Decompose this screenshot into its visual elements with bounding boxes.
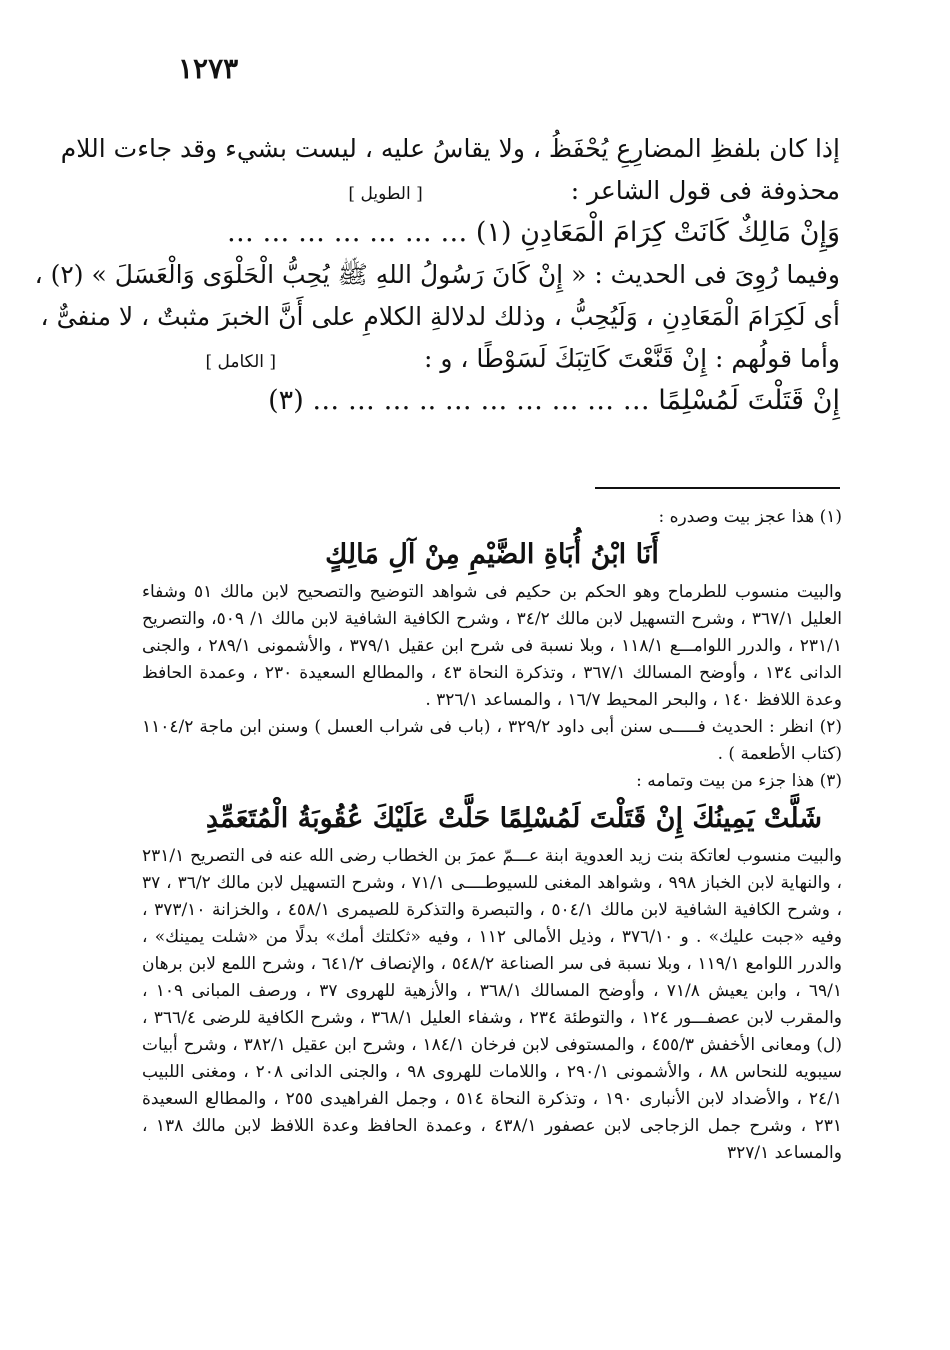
text-line-5-content: وأما قولُهم : إِنْ قَنَّعْتَ كَاتِبَكَ لَسَوْطًا ، و :	[423, 344, 840, 373]
text-line-3: وفيما رُوِىَ فى الحديث : « إِنْ كَانَ رَسُولُ اللهِ ﷺ يُحِبُّ الْحَلْوَى وَالْعَسَلَ » (٢) ،	[34, 260, 840, 289]
footnote-3-verse: شَلَّتْ يَمِينُكَ إِنْ قَتَلْتَ لَمُسْلِمًا حَلَّتْ عَلَيْكَ عُقُوبَةُ الْمُتَعَمِّدِ	[205, 803, 822, 834]
main-text	[34, 128, 840, 422]
footnote-3-body: والبيت منسوب لعاتكة بنت زيد العدوية ابنة عـــمّ عمرَ بن الخطاب رضى الله عنه فى التصريح ٢٣١/١ ، والنهاية لابن الخباز ٩٩٨ ، وشواهد المغنى للسيوطــــى ٧١/١ ، وشرح التسهيل لابن مالك ٣٦/٢ ، ٣٧ ، وشرح الكافية الشافية لابن مالك ٥٠٤/١ ، والتبصرة والتذكرة للصيمرى ٤٥٨/١ ، والخزانة ٣٧٣/١٠ ، وفيه «جبت عليك» . و ٣٧٦/١٠ ، وذيل الأمالى ١١٢ ، وفيه «ثكلتك أمك» بدلًا من «شلت يمينك» ، والدرر اللوامع ١١٩/١ ، وبلا نسبة فى سر الصناعة ٥٤٨/٢ ، والإنصاف ٦٤١/٢ ، وشرح اللمع لابن برهان ٦٩/١ ، وابن يعيش ٧١/٨ ، وأوضح المسالك ٣٦٨/١ ، والأزهية للهروى ٣٧ ، ورصف المبانى ١٠٩ ، والمقرب لابن عصفـــور ١٢٤ ، والتوطئة ٢٣٤ ، وشفاء العليل ٣٦٨/١ ، وشرح الكافية للرضى ٣٦٦/٤ ، (ل) ومعانى الأخفش ٤٥٥/٣ ، والمستوفى لابن فرخان ١٨٤/١ ، وشرح ابن عقيل ٣٨٢/١ ، وشرح أبيات سيبويه للنحاس ٨٨ ، والأشمونى ٢٩٠/١ ، واللامات للهروى ٩٨ ، والجنى الدانى ٢٠٨ ، ومغنى اللبيب ٢٤/١ ، والأضداد لابن الأنبارى ١٩٠ ، وتذكرة النحاة ٥١٤ ، وجمل الفراهيدى ٢٥٥ ، والمطالع السعيدة ٢٣١ ، وشرح جمل الزجاجى لابن عصفور ٤٣٨/١ ، وعمدة الحافظ وعدة اللافظ لابن مالك ١٣٨ ، والمساعد ٣٢٧/١	[142, 846, 843, 1163]
footnote-3-intro: (٣) هذا جزء من بيت وتمامه :	[636, 771, 842, 791]
footnote-1-body: والبيت منسوب للطرماح وهو الحكم بن حكيم فى شواهد التوضيح والتصحيح لابن مالك ٥١ وشفاء العليل ٣٦٧/١ ، وشرح التسهيل لابن مالك ٣٤/٢ ، وشرح الكافية الشافية لابن مالك ١/ ٥٠٩، والتصريح ٢٣١/١ ، والدرر اللوامـــع ١١٨/١ ، وبلا نسبة فى شرح ابن عقيل ٣٧٩/١ ، والأشمونى ٢٨٩/١ ، والجنى الدانى ١٣٤ ، وأوضح المسالك ٣٦٧/١ ، وتذكرة النحاة ٤٣ ، والمطالع السعيدة ٢٣٠ ، وعمدة الحافظ وعدة اللافظ ١٤٠ ، والبحر المحيط ١٦/٧ ، والمساعد ٣٢٦/١ .	[142, 582, 843, 710]
footnote-divider	[595, 487, 840, 489]
text-line-5	[140, 338, 840, 380]
text-line-2-content: محذوفة فى قول الشاعر :	[570, 176, 840, 205]
meter-label-tawil: [ الطويل ]	[348, 184, 423, 204]
poem-line-1: وَإِنْ مَالِكٌ كَانَتْ كِرَامَ الْمَعَادِنِ (١) … … … … … … …	[226, 217, 840, 248]
footnote-2: (٢) انظر : الحديث فـــــى سنن أبى داود ٣٢٩/٢ ، (باب فى شراب العسل ) وسنن ابن ماجة ١١٠٤/٢ (كتاب الأطعمة ) .	[142, 717, 842, 764]
footnotes	[142, 504, 842, 1167]
meter-label-kamil: [ الكامل ]	[205, 352, 277, 372]
text-line-1: إذا كان بلفظِ المضارِعِ يُحْفَظُ ، ولا يقاسُ عليه ، ليست بشيء وقد جاءت اللام	[60, 134, 840, 163]
page-number: ١٢٧٣	[178, 52, 239, 85]
text-line-2	[140, 170, 840, 212]
text-line-4: أى لَكِرَامَ الْمَعَادِنِ ، وَلَيُحِبُّ ، وذلك لدلالةِ الكلامِ على أَنَّ الخبرَ مثبتٌ ، لا منفىٌّ ،	[40, 302, 840, 331]
poem-line-2: إِنْ قَتَلْتَ لَمُسْلِمًا … … … … … … .. … … … (٣)	[268, 385, 840, 416]
footnote-1-verse: أَنَا ابْنُ أُبَاةِ الضَّيْمِ مِنْ آلِ مَالِكٍ	[325, 539, 659, 570]
footnote-1-intro: (١) هذا عجز بيت وصدره :	[658, 507, 842, 527]
